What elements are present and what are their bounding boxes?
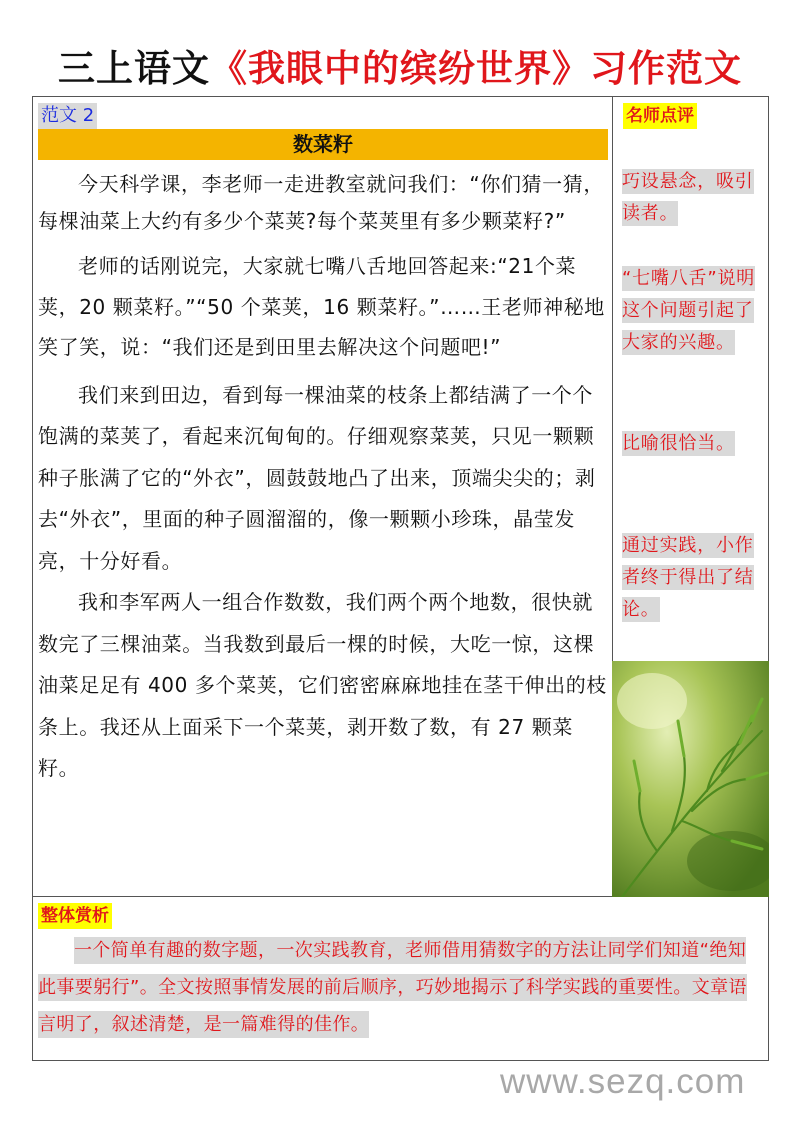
title-main: 《我眼中的缤纷世界》习作范文 (210, 47, 742, 90)
comment-item: 比喻很恰当。 (622, 433, 735, 454)
overall-label: 整体赏析 (38, 903, 112, 929)
essay-paragraph: 我和李军两人一组合作数数，我们两个两个地数，很快就数完了三棵油菜。当我数到最后一棵的时候，大吃一惊，这棵油菜足足有 400 多个菜荚，它们密密麻麻地挂在茎干伸出的枝条上。我还从上面采下一个菜荚，剥开数了数，有 27 颗菜籽。 (38, 590, 607, 780)
rapeseed-plant-icon (612, 661, 769, 897)
comment-item: “七嘴八舌”说明这个问题引起了大家的兴趣。 (622, 268, 756, 353)
comments-label: 名师点评 (623, 103, 697, 129)
comment-item: 通过实践，小作者终于得出了结论。 (622, 535, 754, 620)
page-title (0, 38, 800, 92)
watermark: www.sezq.com (500, 1062, 746, 1101)
essay-body (38, 166, 610, 790)
essay-paragraph: 今天科学课，李老师一走进教室就问我们：“你们猜一猜，每棵油菜上大约有多少个菜荚?每个菜荚里有多少颗菜籽?” (38, 172, 604, 233)
rapeseed-photo (612, 661, 769, 897)
essay-paragraph: 老师的话刚说完，大家就七嘴八舌地回答起来:“21个菜荚，20 颗菜籽。”“50 个菜荚，16 颗菜籽。”……王老师神秘地笑了笑，说：“我们还是到田里去解决这个问题吧!” (38, 254, 605, 359)
title-prefix: 三上语文 (58, 47, 210, 90)
overall-text: 一个简单有趣的数字题，一次实践教育，老师借用猜数字的方法让同学们知道“绝知此事要躬行”。全文按照事情发展的前后顺序，巧妙地揭示了科学实践的重要性。文章语言明了，叙述清楚，是一篇难得的佳作。 (38, 932, 764, 1043)
comment-item: 巧设悬念，吸引读者。 (622, 171, 754, 224)
essay-heading: 数菜籽 (293, 132, 353, 156)
essay-paragraph: 我们来到田边，看到每一棵油菜的枝条上都结满了一个个饱满的菜荚了，看起来沉甸甸的。仔细观察菜荚，只见一颗颗种子胀满了它的“外衣”，圆鼓鼓地凸了出来，顶端尖尖的；剥去“外衣”，里面的种子圆溜溜的，像一颗颗小珍珠，晶莹发亮，十分好看。 (38, 382, 596, 573)
essay-number-label: 范文 2 (38, 103, 97, 129)
